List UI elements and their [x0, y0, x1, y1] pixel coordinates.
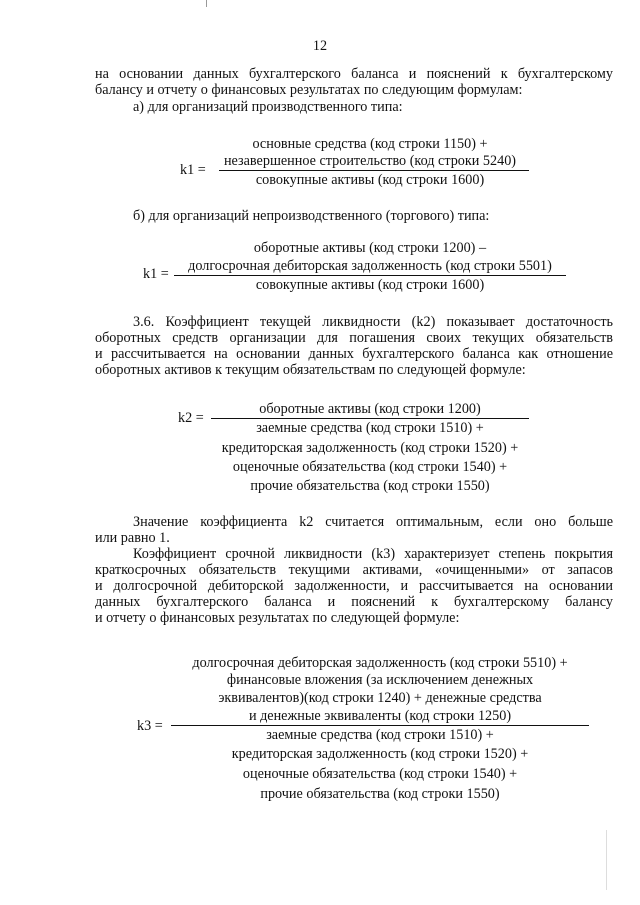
- section-3-6-line-4: оборотных активов к текущим обязательствам по следующей формуле:: [95, 362, 526, 378]
- k3-numerator-3: эквивалентов)(код строки 1240) + денежные средства: [218, 690, 542, 706]
- k2-note-line-2: или равно 1.: [95, 530, 170, 546]
- k1-prod-fraction-bar: [219, 170, 529, 171]
- k3-denominator-4: прочие обязательства (код строки 1550): [260, 786, 500, 802]
- k2-denominator-1: заемные средства (код строки 1510) +: [256, 420, 484, 436]
- k1-prod-numerator-1: основные средства (код строки 1150) +: [252, 136, 488, 152]
- section-3-6-line-1: 3.6. Коэффициент текущей ликвидности (k2) показывает достаточность: [133, 314, 613, 330]
- intro-line-2: балансу и отчету о финансовых результатах по следующим формулам:: [95, 82, 523, 98]
- k2-note-paragraph: [95, 514, 613, 546]
- k2-denominator-3: оценочные обязательства (код строки 1540) +: [232, 459, 508, 475]
- k3-line-1: Коэффициент срочной ликвидности (k3) характеризует степень покрытия: [133, 546, 613, 562]
- intro-line-1: на основании данных бухгалтерского баланса и пояснений к бухгалтерскому: [95, 66, 613, 82]
- k1-prod-numerator-2: незавершенное строительство (код строки 5240): [223, 153, 517, 169]
- k1-trade-lhs: k1 =: [143, 266, 169, 282]
- k2-numerator: оборотные активы (код строки 1200): [259, 401, 481, 417]
- scan-mark-top: [206, 0, 207, 7]
- k3-denominator-2: кредиторская задолженность (код строки 1520) +: [231, 746, 529, 762]
- k3-numerator-2: финансовые вложения (за исключением денежных: [226, 672, 534, 688]
- k1-prod-lhs: k1 =: [180, 162, 206, 178]
- k3-lhs: k3 =: [137, 718, 163, 734]
- k3-numerator-4: и денежные эквиваленты (код строки 1250): [248, 708, 512, 724]
- case-b-heading: б) для организаций непроизводственного (торгового) типа:: [133, 208, 490, 224]
- k3-line-5: и отчету о финансовых результатах по следующей формуле:: [95, 610, 460, 626]
- k3-line-2: краткосрочных обязательств текущими активами, «очищенными» от запасов: [95, 562, 613, 578]
- k1-trade-fraction-bar: [174, 275, 566, 276]
- k1-trade-numerator-1: оборотные активы (код строки 1200) –: [253, 240, 487, 256]
- k2-lhs: k2 =: [178, 410, 204, 426]
- section-3-6-line-2: оборотных средств организации для погашения своих текущих обязательств: [95, 330, 613, 346]
- k2-denominator-2: кредиторская задолженность (код строки 1520) +: [221, 440, 519, 456]
- k1-trade-numerator-2: долгосрочная дебиторская задолженность (код строки 5501): [188, 258, 552, 274]
- section-3-6-paragraph: [95, 314, 613, 378]
- k1-prod-denominator: совокупные активы (код строки 1600): [255, 172, 485, 188]
- k3-fraction-bar: [171, 725, 589, 726]
- k3-denominator-1: заемные средства (код строки 1510) +: [266, 727, 494, 743]
- k3-denominator-3: оценочные обязательства (код строки 1540) +: [242, 766, 518, 782]
- k1-trade-denominator: совокупные активы (код строки 1600): [255, 277, 485, 293]
- k3-line-4: данных бухгалтерского баланса и пояснений к бухгалтерскому балансу: [95, 594, 613, 610]
- intro-paragraph: [95, 66, 613, 98]
- section-3-6-line-3: и рассчитывается на основании данных бухгалтерского баланса как отношение: [95, 346, 613, 362]
- k3-numerator-1: долгосрочная дебиторская задолженность (код строки 5510) +: [192, 655, 568, 671]
- k3-line-3: и долгосрочной дебиторской задолженности, и рассчитывается на основании: [95, 578, 613, 594]
- k3-paragraph: [95, 546, 613, 626]
- scan-mark-right: [606, 830, 607, 890]
- k2-denominator-4: прочие обязательства (код строки 1550): [250, 478, 490, 494]
- k2-note-line-1: Значение коэффициента k2 считается оптимальным, если оно больше: [133, 514, 613, 530]
- page-number: 12: [312, 38, 328, 54]
- k2-fraction-bar: [211, 418, 529, 419]
- case-a-heading: а) для организаций производственного типа:: [133, 99, 403, 115]
